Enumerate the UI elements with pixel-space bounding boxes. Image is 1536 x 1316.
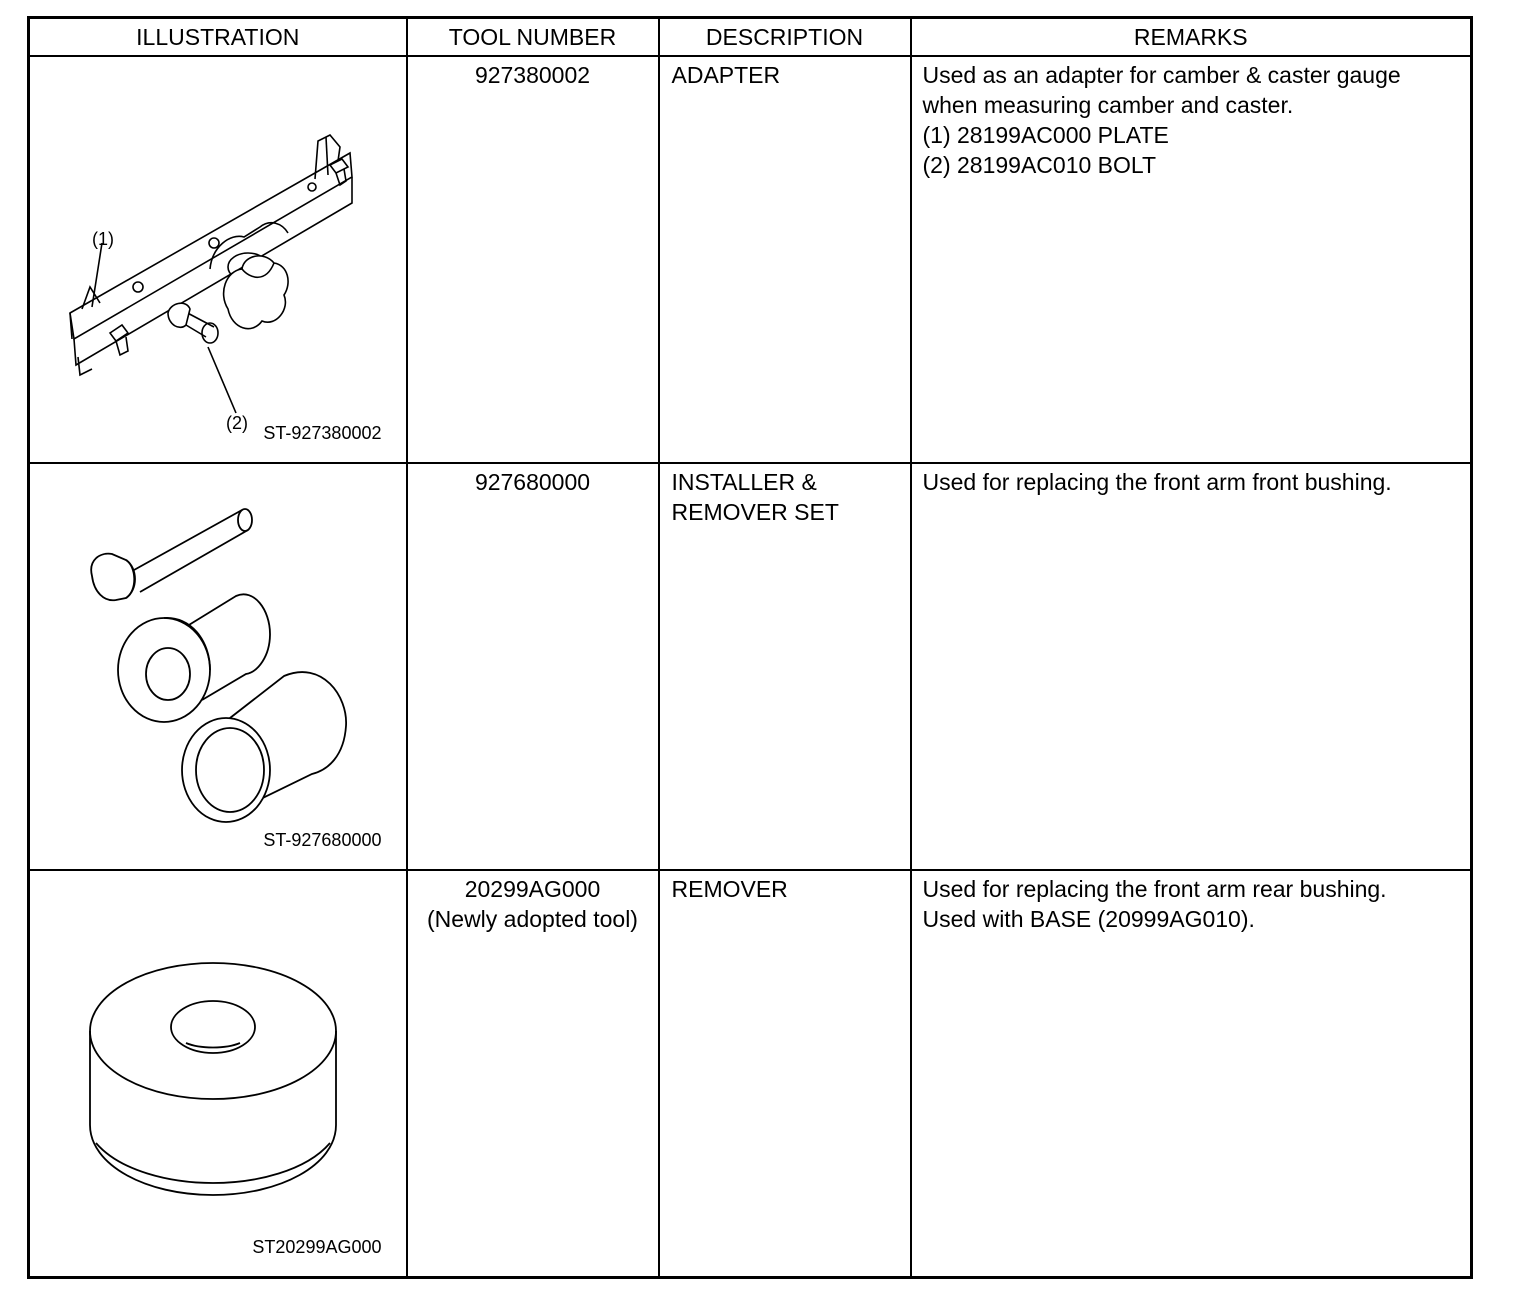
header-tool-number: TOOL NUMBER	[407, 18, 659, 57]
tool-number: 20299AG000	[464, 876, 601, 902]
remover-illustration	[30, 871, 408, 1276]
table-row	[29, 463, 1472, 870]
remarks-cell	[911, 870, 1472, 1278]
illustration-code: ST-927380002	[263, 423, 382, 443]
tool-number-cell	[407, 870, 659, 1278]
tool-number-cell	[407, 56, 659, 463]
special-tools-table	[27, 16, 1473, 1279]
adapter-illustration	[30, 57, 408, 462]
description-cell	[659, 56, 911, 463]
tool-note: (Newly adopted tool)	[427, 906, 638, 932]
remarks-line: (1) 28199AC000 PLATE	[922, 122, 1169, 148]
remarks-cell	[911, 463, 1472, 870]
tool-number: 927680000	[474, 469, 591, 495]
header-illustration: ILLUSTRATION	[29, 18, 407, 57]
header-remarks: REMARKS	[911, 18, 1472, 57]
description-cell	[659, 463, 911, 870]
installer-remover-set-illustration	[30, 464, 408, 869]
table-row	[29, 870, 1472, 1278]
callout-2: (2)	[226, 413, 248, 433]
tool-number: 927380002	[474, 62, 591, 88]
remarks-line: Used with BASE (20999AG010).	[922, 906, 1255, 932]
table-row	[29, 56, 1472, 463]
illustration-code: ST-927680000	[263, 830, 382, 850]
illustration-cell	[29, 56, 407, 463]
description-text: INSTALLER &	[671, 469, 817, 495]
illustration-cell	[29, 870, 407, 1278]
illustration-code: ST20299AG000	[252, 1237, 382, 1257]
description-cell	[659, 870, 911, 1278]
remarks-line: Used as an adapter for camber & caster gauge	[922, 62, 1401, 88]
remarks-line: Used for replacing the front arm rear bushing.	[922, 876, 1387, 902]
callout-1: (1)	[92, 229, 114, 249]
illustration-cell	[29, 463, 407, 870]
description-text: REMOVER SET	[671, 499, 839, 525]
header-row	[29, 18, 1472, 57]
description-text: ADAPTER	[671, 62, 781, 88]
remarks-line: when measuring camber and caster.	[922, 92, 1294, 118]
tool-number-cell	[407, 463, 659, 870]
remarks-line: (2) 28199AC010 BOLT	[922, 152, 1157, 178]
remarks-cell	[911, 56, 1472, 463]
header-description: DESCRIPTION	[659, 18, 911, 57]
description-text: REMOVER	[671, 876, 788, 902]
remarks-line: Used for replacing the front arm front bushing.	[922, 469, 1392, 495]
